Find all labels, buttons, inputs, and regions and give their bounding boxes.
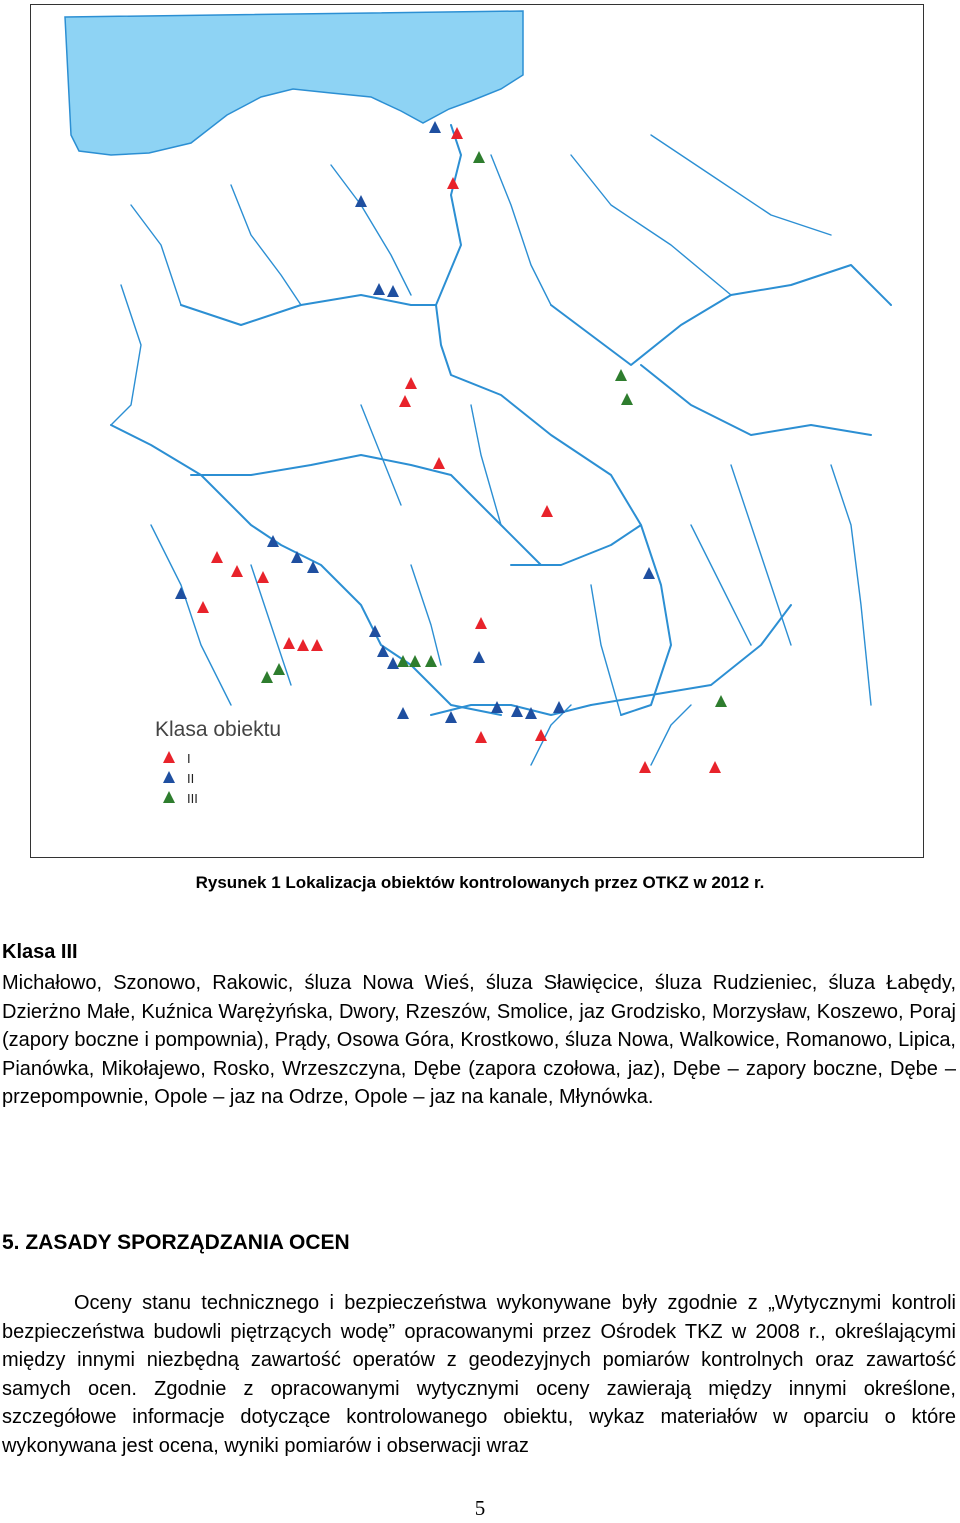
class3-text: Michałowo, Szonowo, Rakowic, śluza Nowa Wieś, śluza Sławięcice, śluza Rudzieniec, śluza Łabędy, Dzierżno Małe, Kuźnica Warężyńska, Dwory, Rzeszów, Smolice, jaz Grodzisko, Morzysław, Koszewo, Poraj (zapory boczne i pompownia), Prądy, Osowa Góra, Krostkowo, śluza Nowa, Walkowice, Romanowo, Lipica, Pianówka, Mikołajewo, Rosko, Wrzeszczyna, Dębe (zapora czołowa, jaz), Dębe – zapory boczne, Dębe – przepompownie, Opole – jaz na Odrze, Opole – jaz na kanale, Młynówka. xyxy=(2,972,956,1109)
markers-class-i xyxy=(197,127,721,773)
legend-label-i: I xyxy=(187,751,191,766)
figure-caption: Rysunek 1 Lokalizacja obiektów kontrolowanych przez OTKZ w 2012 r. xyxy=(195,873,765,892)
map-legend xyxy=(155,718,281,806)
markers-class-iii xyxy=(261,151,727,707)
section5-heading: 5. ZASADY SPORZĄDZANIA OCEN xyxy=(2,1231,350,1254)
legend-title: Klasa obiektu xyxy=(155,718,282,741)
legend-label-iii: III xyxy=(187,791,198,806)
section5-text: Oceny stanu technicznego i bezpieczeństwa wykonywane były zgodnie z „Wytycznymi kontroli bezpieczeństwa budowli piętrzących wodę” opracowanymi przez Ośrodek TKZ w 2008 r., określającymi między innymi niezbędną zawartość operatów z geodezyjnych pomiarów kontrolnych oraz zawartość samych ocen. Zgodnie z opracowanymi wytycznymi oceny zawierają między innymi określone, szczegółowe informacje dotyczące kontrolowanego obiektu, wykaz materiałów w oparciu o które wykonywana jest ocena, wyniki pomiarów i obserwacji wraz xyxy=(2,1292,956,1457)
class3-heading: Klasa III xyxy=(2,941,78,963)
rivers xyxy=(111,125,891,765)
map-figure xyxy=(30,4,924,858)
page-number: 5 xyxy=(474,1496,486,1520)
markers-class-ii xyxy=(175,121,655,723)
river-map xyxy=(31,5,924,858)
legend-label-ii: II xyxy=(187,771,195,786)
